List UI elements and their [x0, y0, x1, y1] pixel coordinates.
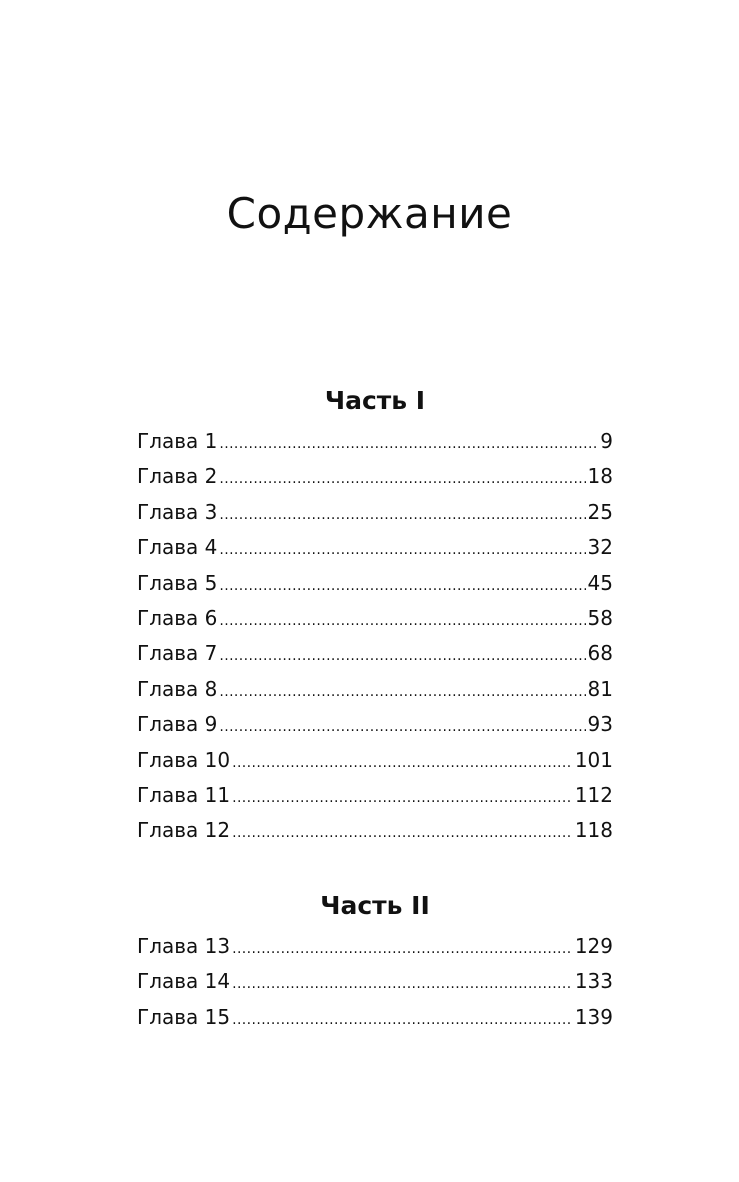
toc-entry[interactable] — [137, 566, 613, 601]
dot-leader — [219, 569, 585, 604]
chapter-label: Глава 2 — [137, 464, 218, 489]
chapter-label: Глава 12 — [137, 818, 231, 843]
toc-entry[interactable] — [137, 459, 613, 494]
chapter-label: Глава 4 — [137, 535, 218, 560]
toc-entry[interactable] — [137, 530, 613, 565]
part-heading: Часть II — [320, 891, 430, 920]
toc-entry[interactable] — [137, 1000, 613, 1035]
dot-leader — [232, 932, 573, 967]
chapter-label: Глава 15 — [137, 1004, 231, 1029]
chapter-label: Глава 10 — [137, 747, 231, 772]
toc-entry[interactable] — [137, 778, 613, 813]
chapter-label: Глава 6 — [137, 605, 218, 630]
toc-entry[interactable] — [137, 636, 613, 671]
toc-entry[interactable] — [137, 929, 613, 964]
page-number: 93 — [587, 712, 613, 737]
dot-leader — [232, 967, 573, 1002]
dot-leader — [219, 639, 585, 674]
page-number: 133 — [574, 969, 613, 994]
page-number: 9 — [600, 429, 613, 453]
toc-list — [137, 424, 613, 849]
dot-leader — [219, 675, 585, 710]
dot-leader — [219, 427, 598, 462]
chapter-label: Глава 7 — [137, 641, 218, 666]
toc-entry[interactable] — [137, 424, 613, 459]
page-title: Содержание — [226, 189, 513, 239]
page-number: 25 — [587, 499, 613, 524]
page-number: 129 — [574, 934, 613, 958]
page-number: 81 — [587, 676, 613, 701]
chapter-label: Глава 8 — [137, 676, 218, 701]
page-number: 112 — [574, 782, 613, 807]
page-number: 118 — [574, 818, 613, 843]
chapter-label: Глава 3 — [137, 499, 218, 524]
toc-entry[interactable] — [137, 707, 613, 742]
toc-list — [137, 929, 613, 1035]
dot-leader — [219, 462, 585, 497]
toc-part-2 — [137, 889, 613, 1035]
toc-entry[interactable] — [137, 813, 613, 848]
toc-entry[interactable] — [137, 743, 613, 778]
toc-part-1 — [137, 384, 613, 849]
dot-leader — [219, 498, 585, 533]
toc-entry[interactable] — [137, 672, 613, 707]
page-number: 18 — [587, 464, 613, 489]
dot-leader — [232, 781, 573, 816]
page-number: 101 — [574, 747, 613, 772]
page-number: 45 — [587, 570, 613, 595]
dot-leader — [219, 710, 585, 745]
dot-leader — [219, 533, 585, 568]
chapter-label: Глава 5 — [137, 570, 218, 595]
page-number: 32 — [587, 535, 613, 560]
toc-entry[interactable] — [137, 964, 613, 999]
chapter-label: Глава 1 — [137, 429, 218, 453]
toc-entry[interactable] — [137, 601, 613, 636]
page-number: 68 — [587, 641, 613, 666]
dot-leader — [232, 746, 573, 781]
dot-leader — [219, 604, 585, 639]
dot-leader — [232, 816, 573, 851]
page-number: 139 — [574, 1004, 613, 1029]
chapter-label: Глава 14 — [137, 969, 231, 994]
page-number: 58 — [587, 605, 613, 630]
chapter-label: Глава 13 — [137, 934, 231, 958]
part-heading: Часть I — [324, 386, 426, 415]
chapter-label: Глава 9 — [137, 712, 218, 737]
toc-entry[interactable] — [137, 495, 613, 530]
chapter-label: Глава 11 — [137, 782, 231, 807]
dot-leader — [232, 1003, 573, 1038]
